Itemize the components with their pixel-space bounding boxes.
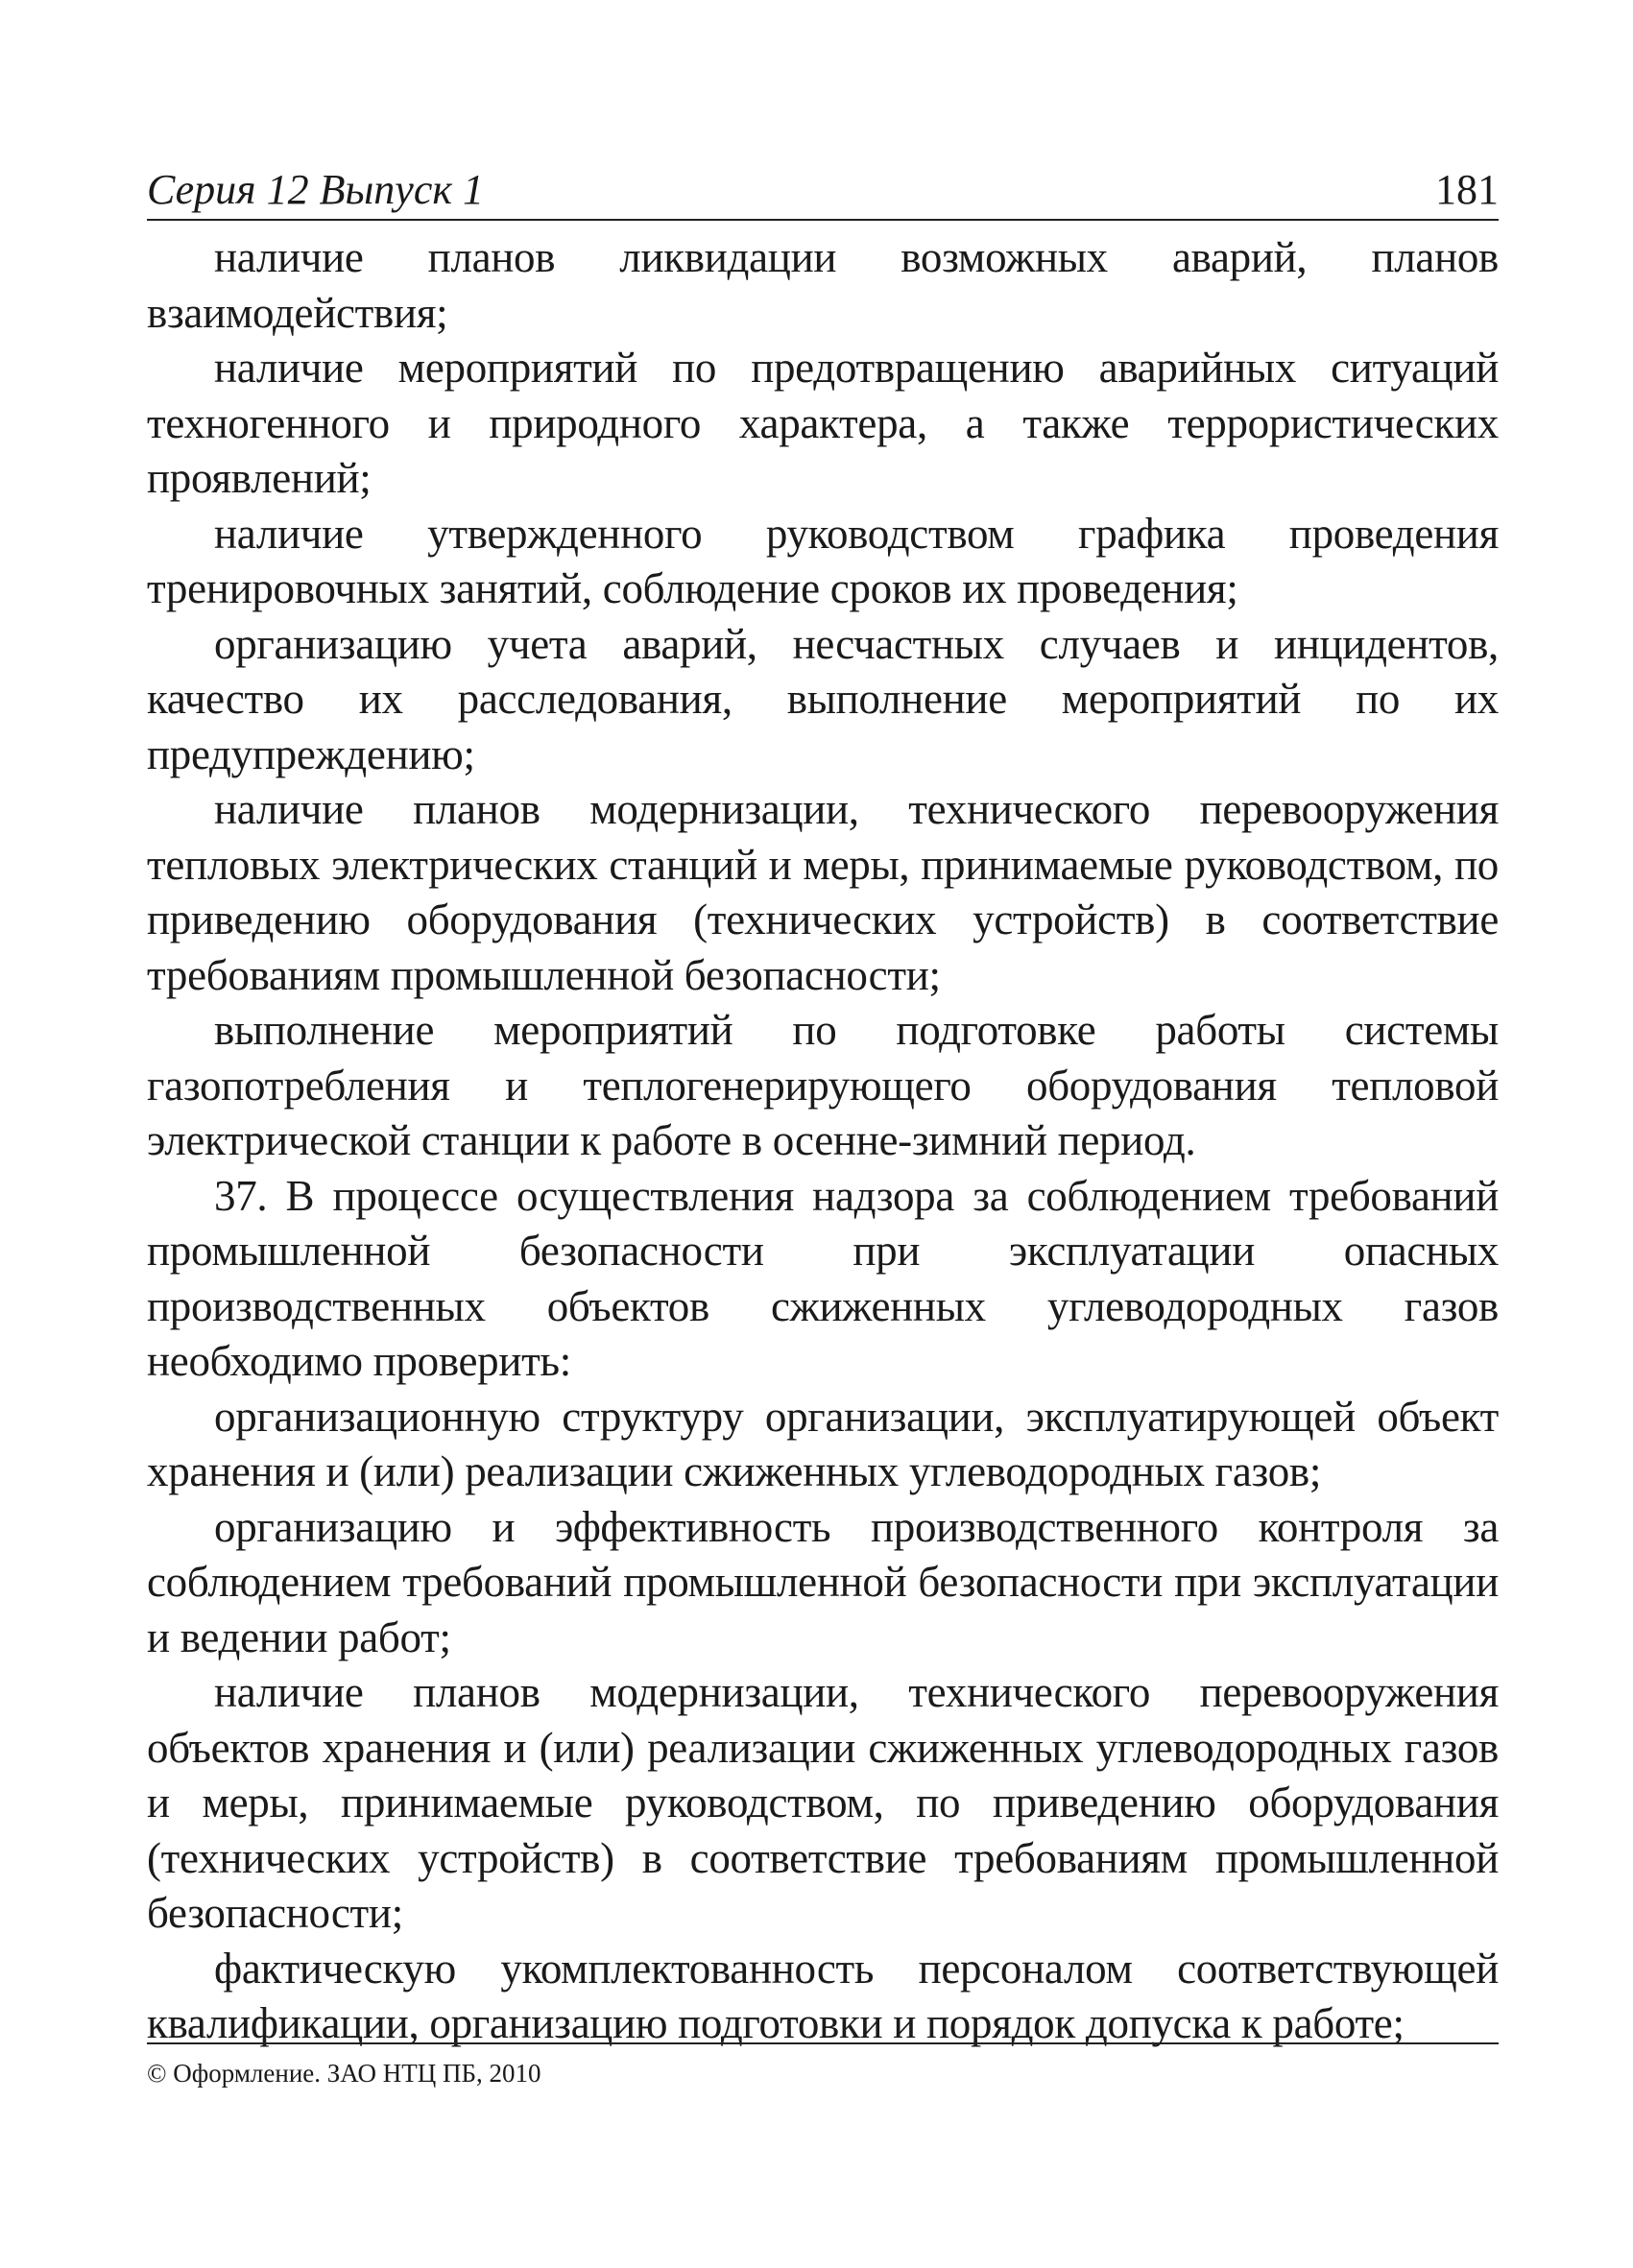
paragraph: организационную структуру организации, эксплуатирующей объект хранения и (или) реализации сжиженных углеводородных газов; <box>147 1392 1499 1495</box>
paragraph: наличие планов модернизации, технического перевооружения тепловых электрических станций и меры, принимаемые руководством, по приведению оборудования (технических устройств) в соответствие требованиям промышленной безопасности; <box>147 785 1499 999</box>
page-number: 181 <box>1435 166 1499 213</box>
paragraph: фактическую укомплектованность персоналом соответствующей квалификации, организацию подготовки и порядок допуска к работе; <box>147 1944 1499 2047</box>
footer-copyright: © Оформление. ЗАО НТЦ ПБ, 2010 <box>147 2059 541 2088</box>
paragraph: наличие мероприятий по предотвращению аварийных ситуаций техногенного и природного характера, а также террористических проявлений; <box>147 344 1499 502</box>
paragraph: организацию учета аварий, несчастных случаев и инцидентов, качество их расследования, выполнение мероприятий по их предупреждению; <box>147 619 1499 778</box>
paragraph: 37. В процессе осуществления надзора за соблюдением требований промышленной безопасности при эксплуатации опасных производственных объектов сжиженных углеводородных газов необходимо проверить: <box>147 1171 1499 1385</box>
document-page <box>147 163 1499 2052</box>
footer-divider <box>147 2042 1499 2044</box>
series-title: Серия 12 Выпуск 1 <box>147 166 484 213</box>
paragraph: организацию и эффективность производственного контроля за соблюдением требований промышленной безопасности при эксплуатации и ведении работ; <box>147 1502 1499 1661</box>
body-text <box>147 230 1499 2052</box>
running-header <box>147 163 1499 221</box>
paragraph: наличие планов ликвидации возможных аварий, планов взаимодействия; <box>147 233 1499 337</box>
paragraph: выполнение мероприятий по подготовке работы системы газопотребления и теплогенерирующего оборудования тепловой электрической станции к работе в осенне-зимний период. <box>147 1006 1499 1164</box>
paragraph: наличие утвержденного руководством графика проведения тренировочных занятий, соблюдение сроков их проведения; <box>147 509 1499 612</box>
paragraph: наличие планов модернизации, технического перевооружения объектов хранения и (или) реализации сжиженных углеводородных газов и меры, принимаемые руководством, по приведению оборудования (технических устройств) в соответствие требованиям промышленной безопасности; <box>147 1668 1499 1937</box>
